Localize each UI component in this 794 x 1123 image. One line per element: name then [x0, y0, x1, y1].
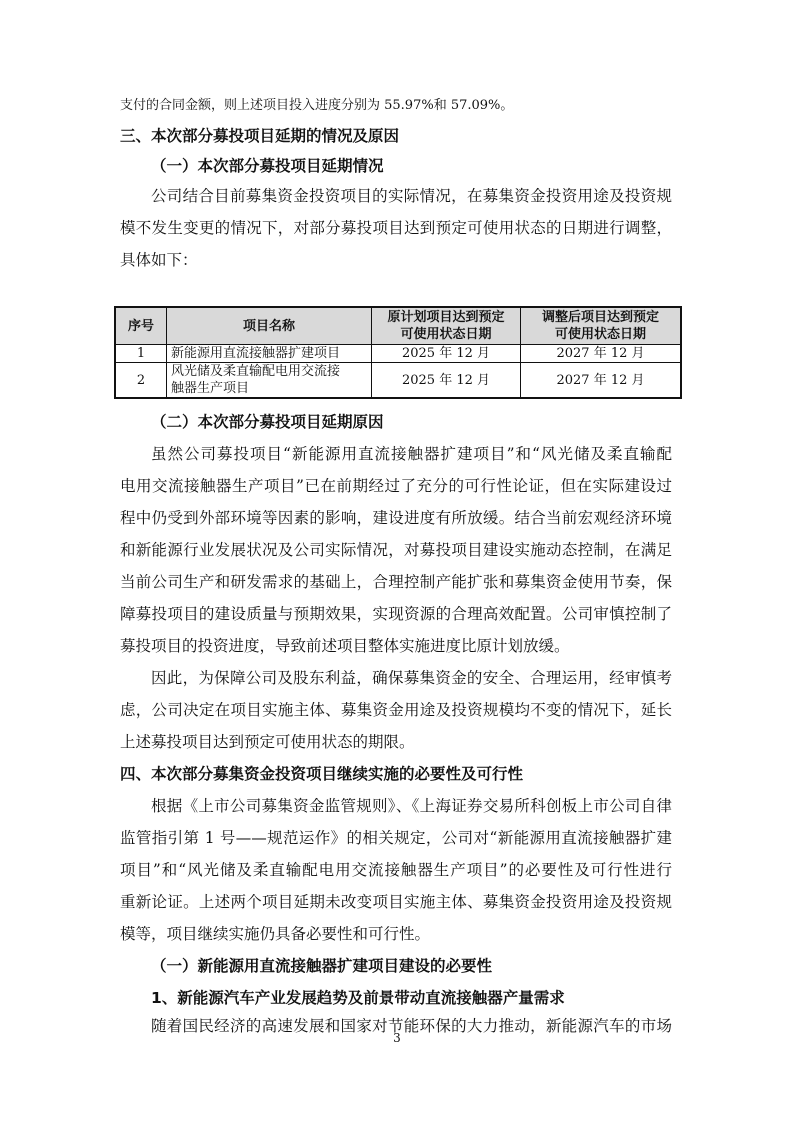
paragraph-line: 随着国民经济的高速发展和国家对节能环保的大力推动，新能源汽车的市场	[151, 1017, 672, 1035]
table-header-row	[115, 307, 681, 345]
cell-original-date: 2025 年 12 月	[372, 363, 521, 399]
paragraph-line: 根据《上市公司募集资金监管规则》、《上海证券交易所科创板上市公司自律	[151, 797, 672, 815]
paragraph-line: 重新论证。上述两个项目延期未改变项目实施主体、募集资金投资用途及投资规	[120, 893, 672, 911]
header-project-name: 项目名称	[167, 307, 372, 345]
header-adjusted-date: 调整后项目达到预定 可使用状态日期	[521, 307, 682, 345]
paragraph-line: 模不发生变更的情况下，对部分募投项目达到预定可使用状态的日期进行调整，	[120, 219, 672, 237]
paragraph-line: 程中仍受到外部环境等因素的影响，建设进度有所放缓。结合当前宏观经济环境	[120, 509, 672, 527]
paragraph-line: 和新能源行业发展状况及公司实际情况，对募投项目建设实施动态控制，在满足	[120, 541, 672, 559]
subsection-heading-4-1-1: 1、新能源汽车产业发展趋势及前景带动直流接触器产量需求	[151, 989, 565, 1007]
subsection-heading-4-1: （一）新能源用直流接触器扩建项目建设的必要性	[151, 957, 493, 975]
paragraph-line: 虽然公司募投项目“新能源用直流接触器扩建项目”和“风光储及柔直输配	[151, 445, 672, 463]
paragraph-line: 上述募投项目达到预定可使用状态的期限。	[120, 733, 415, 751]
paragraph-line: 虑，公司决定在项目实施主体、募集资金用途及投资规模均不变的情况下，延长	[120, 701, 672, 719]
cell-original-date: 2025 年 12 月	[372, 345, 521, 363]
header-no: 序号	[115, 307, 167, 345]
paragraph-line: 当前公司生产和研发需求的基础上，合理控制产能扩张和募集资金使用节奏，保	[120, 573, 672, 591]
cell-no: 2	[115, 363, 167, 399]
cell-adjusted-date: 2027 年 12 月	[521, 345, 682, 363]
page-number: 3	[393, 1031, 401, 1045]
paragraph-line: 募投项目的投资进度，导致前述项目整体实施进度比原计划放缓。	[120, 637, 570, 655]
paragraph-line: 模等，项目继续实施仍具备必要性和可行性。	[120, 925, 431, 943]
paragraph-line: 项目”和“风光储及柔直输配电用交流接触器生产项目”的必要性及可行性进行	[120, 861, 672, 879]
paragraph-line: 障募投项目的建设质量与预期效果，实现资源的合理高效配置。公司审慎控制了	[120, 605, 672, 623]
continuation-line: 支付的合同金额，则上述项目投入进度分别为 55.97%和 57.09%。	[120, 98, 514, 113]
paragraph-line: 监管指引第 1 号——规范运作》的相关规定，公司对“新能源用直流接触器扩建	[120, 829, 672, 847]
table-row	[115, 363, 681, 399]
cell-no: 1	[115, 345, 167, 363]
section-heading-3: 三、本次部分募投项目延期的情况及原因	[120, 127, 400, 145]
paragraph-line: 公司结合目前募集资金投资项目的实际情况，在募集资金投资用途及投资规	[151, 187, 672, 205]
subsection-heading-3-2: （二）本次部分募投项目延期原因	[151, 413, 384, 431]
cell-adjusted-date: 2027 年 12 月	[521, 363, 682, 399]
header-original-date: 原计划项目达到预定 可使用状态日期	[372, 307, 521, 345]
section-heading-4: 四、本次部分募集资金投资项目继续实施的必要性及可行性	[120, 765, 524, 783]
paragraph-line: 电用交流接触器生产项目”已在前期经过了充分的可行性论证，但在实际建设过	[120, 477, 672, 495]
paragraph-line: 因此，为保障公司及股东利益，确保募集资金的安全、合理运用，经审慎考	[151, 669, 672, 687]
cell-project-name: 风光储及柔直输配电用交流接 触器生产项目	[167, 363, 372, 399]
cell-project-name: 新能源用直流接触器扩建项目	[167, 345, 372, 363]
table-row	[115, 345, 681, 363]
paragraph-line: 具体如下：	[120, 251, 198, 269]
delay-table	[114, 306, 682, 399]
subsection-heading-3-1: （一）本次部分募投项目延期情况	[151, 157, 384, 175]
